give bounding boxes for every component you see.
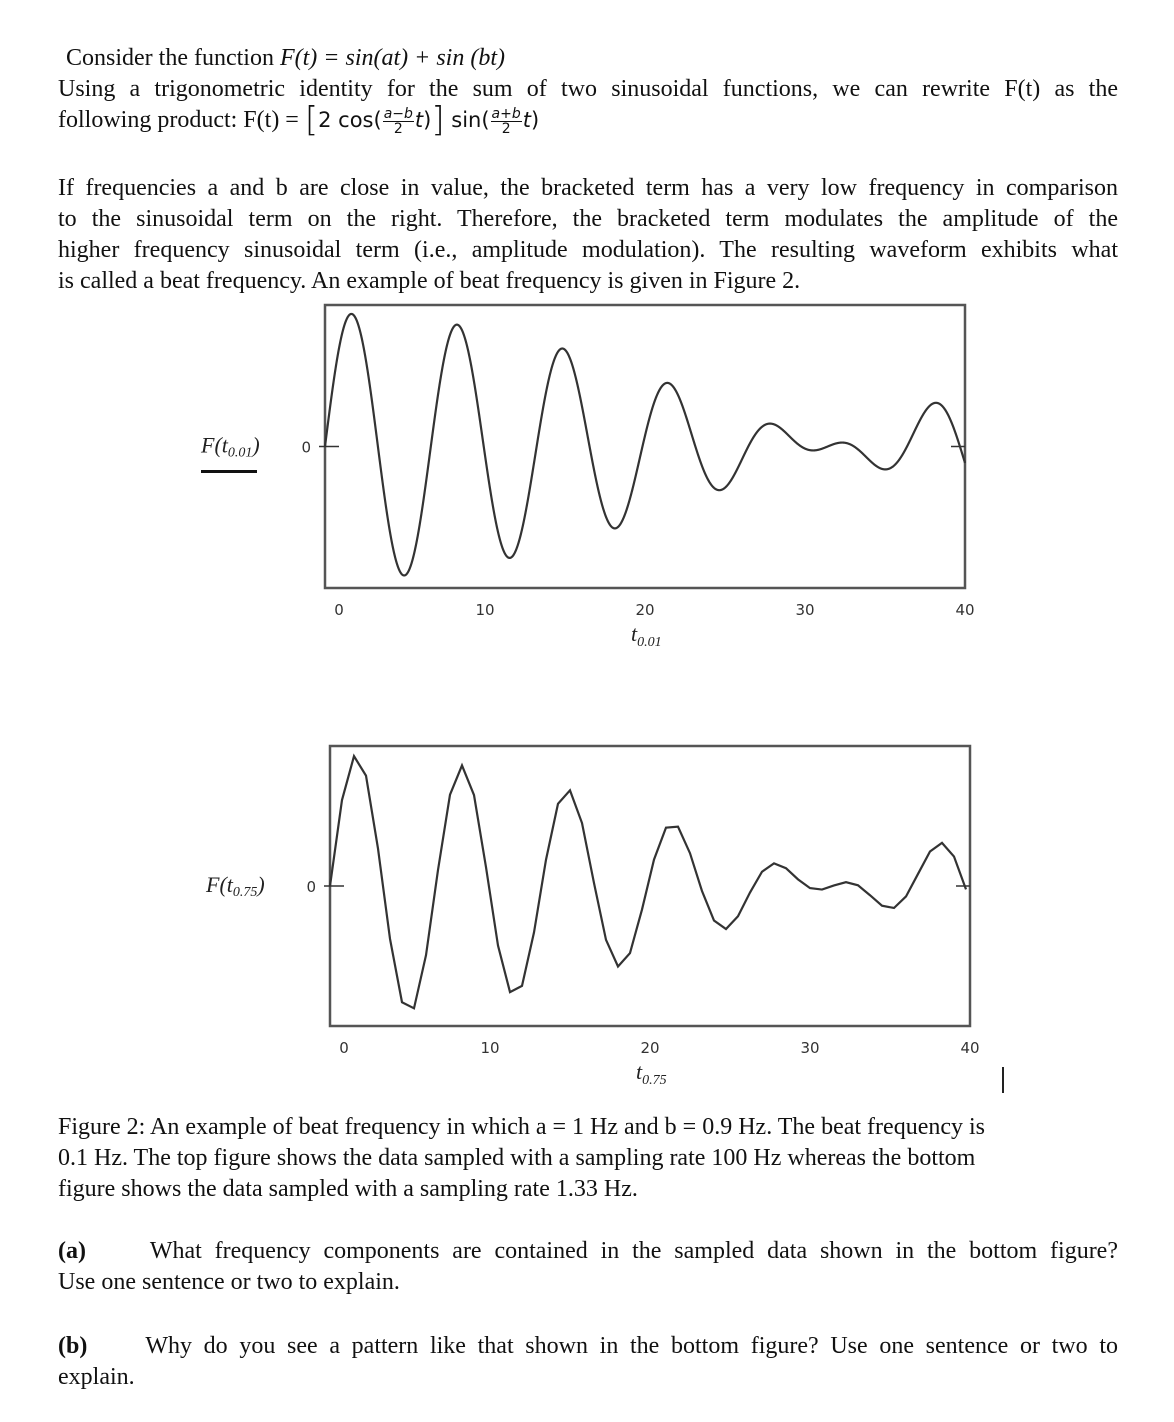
x-tick-label: 20	[635, 601, 655, 619]
cos-fraction-den: 2	[393, 120, 403, 137]
y-tick-zero: 0	[306, 878, 316, 896]
caption-line-3: figure shows the data sampled with a sampling rate 1.33 Hz.	[58, 1176, 638, 1202]
question-a-text: What frequency components are contained in the sampled data shown in the bottom figure?	[149, 1238, 1118, 1264]
x-tick-label: 0	[339, 1039, 349, 1057]
x-tick-label: 30	[795, 601, 815, 619]
x-tick-label: 0	[334, 601, 344, 619]
question-a	[58, 1236, 1118, 1298]
paragraph-line-4: is called a beat frequency. An example of beat frequency is given in Figure 2.	[58, 268, 801, 294]
intro-line-1-prefix: Consider the function	[66, 45, 280, 71]
question-a-line-2: Use one sentence or two to explain.	[58, 1269, 400, 1295]
question-a-line-1	[58, 1236, 1118, 1267]
y-axis-label: F(t0.75)	[206, 872, 265, 900]
x-tick-label: 10	[480, 1039, 500, 1057]
waveform-series	[325, 314, 965, 576]
paragraph-line-1: If frequencies a and b are close in value, the bracketed term has a very low frequency in comparison	[58, 175, 1118, 201]
intro-line-3-prefix: following product: F(t) =	[58, 107, 305, 133]
paragraph-line-3: higher frequency sinusoidal term (i.e., amplitude modulation). The resulting waveform exhibits what	[58, 237, 1118, 263]
intro-line-2: Using a trigonometric identity for the sum of two sinusoidal functions, we can rewrite F(t) as the	[58, 76, 1118, 102]
caption-line-1: Figure 2: An example of beat frequency in which a = 1 Hz and b = 0.9 Hz. The beat frequency is	[58, 1114, 985, 1140]
x-tick-label: 40	[960, 1039, 980, 1057]
sin-fraction-num: a+b	[491, 105, 521, 122]
question-b-label: (b)	[58, 1333, 88, 1359]
product-formula: [2 cos( $\frac{a-b}{2}$ t)] sin( $\frac{a+b}{2}$ t)	[304, 100, 540, 140]
x-axis-label: $t_{0.75}$	[636, 1059, 667, 1088]
plot-frame	[330, 746, 970, 1026]
question-b-line-1	[58, 1331, 1118, 1362]
paragraph-line-2: to the sinusoidal term on the right. Therefore, the bracketed term modulates the amplitude of the	[58, 206, 1118, 232]
intro-line-1-math: F(t) = sin(at) + sin (bt)	[279, 45, 505, 71]
x-tick-label: 10	[475, 601, 495, 619]
caption-line-2: 0.1 Hz. The top figure shows the data sampled with a sampling rate 100 Hz whereas the bottom	[58, 1145, 976, 1171]
question-a-label: (a)	[58, 1238, 86, 1264]
chart-top-sampled-100hz	[200, 305, 975, 650]
sin-fraction-den: 2	[501, 120, 511, 137]
chart-bottom-sampled-1-33hz	[205, 746, 980, 1088]
question-b	[58, 1331, 1118, 1393]
waveform-series	[330, 756, 966, 1008]
figure-caption	[58, 1112, 1118, 1205]
cos-fraction-num: a−b	[383, 105, 413, 122]
text-cursor	[1002, 1067, 1004, 1093]
plot-frame	[325, 305, 965, 588]
x-tick-label: 20	[640, 1039, 660, 1057]
x-tick-label: 30	[800, 1039, 820, 1057]
x-tick-label: 40	[955, 601, 975, 619]
question-b-text: Why do you see a pattern like that shown in the bottom figure? Use one sentence or two to	[145, 1333, 1118, 1359]
y-axis-label: F(t0.01)	[201, 432, 260, 461]
x-axis-label: $t_{0.01}$	[631, 621, 662, 650]
y-tick-zero: 0	[301, 438, 311, 457]
question-b-line-2: explain.	[58, 1364, 135, 1390]
